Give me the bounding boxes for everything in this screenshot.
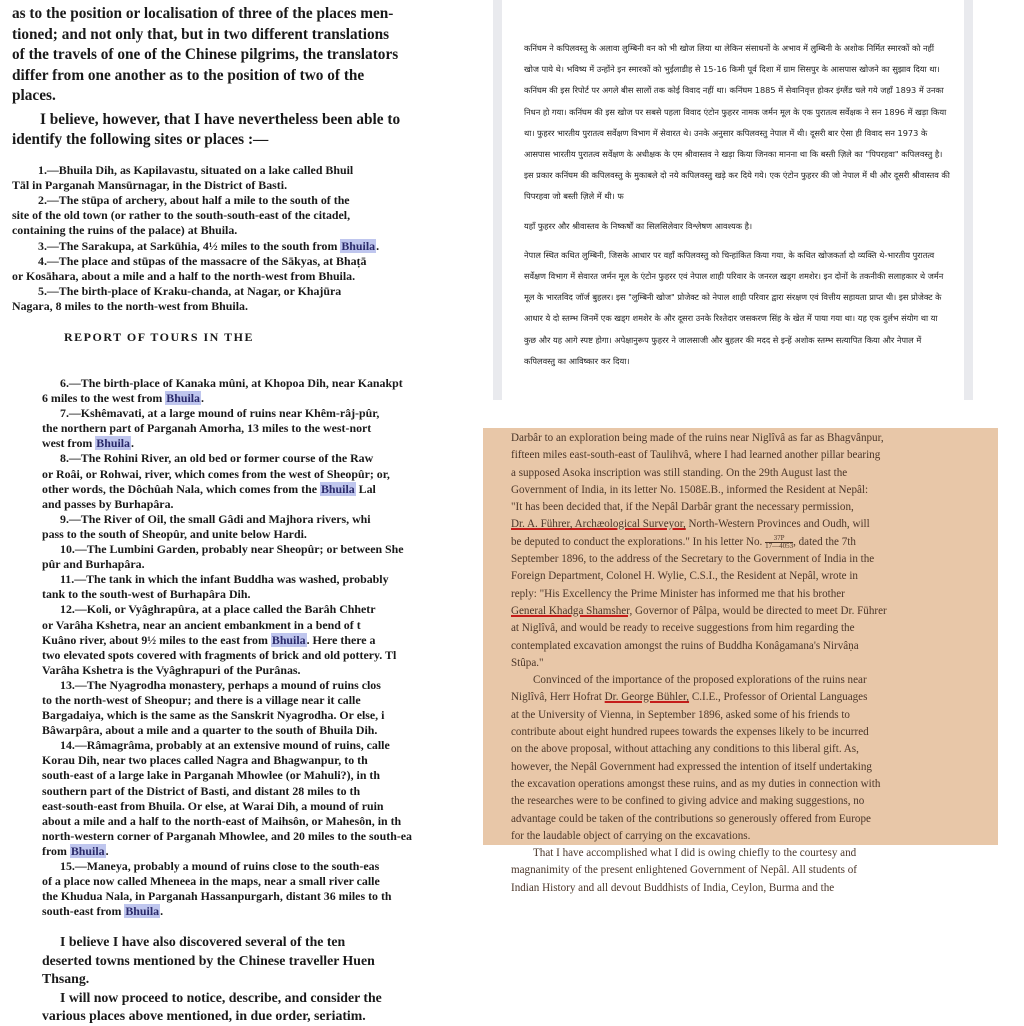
- entry-line: [42, 904, 462, 919]
- entry-text: and passes by Burhapâra.: [42, 496, 174, 511]
- site-item-line: or Kosāhara, about a mile and a half to the north-west from Bhuila.: [12, 268, 356, 283]
- entry-text: tank to the south-west of Burhapâra Dih.: [42, 587, 251, 602]
- entry-text: 8.—The Rohini River, an old bed or former course of the Raw: [60, 451, 374, 466]
- belief-paragraph: [12, 110, 452, 151]
- site-text: 3.—The Sarakupa, at Sarkūhia, 4½ miles to the south from: [38, 238, 341, 253]
- fraction-bottom: 17—4053: [765, 541, 794, 550]
- site-item: [12, 239, 452, 254]
- entry-text: of a place now called Mheneea in the maps, near a small river calle: [42, 874, 380, 889]
- hindi-paragraph-1: कनिंघम ने कपिलवस्तु के अलावा लुम्बिनी वन को भी खोज लिया था लेकिन संसाधनों के अभाव में लुम्बिनी के अशोक निर्मित स्मारकों को नहीं खोज पाये थे। भविष्य में उन्होंने इन स्मारकों को भुईलाडीह से 15-16 किमी पूर्व दिशा में ग्राम सिसपुर के आसपास खोजने का सुझाव दिया था। कनिंघम की इस रिपोर्ट पर अगले बीस सालों तक कोई विवाद नहीं था। कनिंघम 1885 में सेवानिवृत्त होकर इंग्लैंड चले गये जहाँ 1893 में उनका निधन हो गया। कनिंघम की इस खोज पर सबसे पहला विवाद एंटोन फुहरर नामक जर्मन मूल के एक पुरातत्व सर्वेक्षक ने सन 1896 में खड़ा किया था। फुहरर भारतीय पुरातत्व सर्वेक्षण विभाग में सेवारत थे। उनके अनुसार कपिलवस्तु नेपाल में थी। दूसरी बार ऐसा ही विवाद सन 1973 के आसपास भारतीय पुरातत्व सर्वेक्षण के अधीक्षक के एम श्रीवास्तव ने खड़ा किया जिनका मानना था कि बस्ती ज़िले का "पिपरहवा" कपिलवस्तु है। इस प्रकार कनिंघम की कपिलवस्तु के मुकाबले दो नये कपिलवस्तु खड़े कर दिये गये। एक एंटोन फुहरर की जो नेपाल में थी और दूसरी श्रीवास्तव की पिपरहवा जो बस्ती ज़िले में थी। फ: [524, 43, 950, 202]
- letter-line: on the above proposal, without attaching any conditions to this liberal gift. As,: [511, 743, 859, 756]
- entry-text: south-east of a large lake in Parganah Mhowlee (or Mahuli?), in th: [42, 768, 380, 783]
- letter-number-fraction: [765, 535, 793, 550]
- entry-line: [42, 451, 462, 466]
- letter-line: magnanimity of the present enlightened Government of Nepâl. All students of: [511, 864, 857, 877]
- intro-line: tioned; and not only that, but in two different translations: [12, 25, 390, 43]
- letter-text: Niglîvâ, Herr Hofrat: [511, 691, 605, 704]
- entry-line: [42, 693, 462, 708]
- entry-text: 9.—The River of Oil, the small Gâdi and Majhora rivers, whi: [60, 511, 371, 526]
- entry-line: [42, 753, 462, 768]
- entry-text: 14.—Râmagrâma, probably at an extensive mound of ruins, calle: [60, 738, 390, 753]
- site-item-line: 2.—The stūpa of archery, about half a mile to the south of the: [38, 192, 350, 207]
- letter-line: the researches were to be confined to giving advice and making suggestions, no: [511, 795, 865, 808]
- entry-line: [42, 723, 462, 738]
- letter-line: That I have accomplished what I did is owing chiefly to the courtesy and: [533, 847, 857, 860]
- entry-line: [42, 602, 462, 617]
- letter-line: contemplated excavation amongst the ruins of Buddha Konâgamana's Nirvâṇa: [511, 639, 859, 652]
- letter-line: at the University of Vienna, in September 1896, asked some of his friends to: [511, 708, 850, 721]
- entry-line: [42, 376, 462, 391]
- entry-line: [42, 482, 462, 497]
- letter-line: September 1896, to the address of the Secretary to the Government of India in the: [511, 553, 875, 566]
- entry-text: .: [160, 904, 164, 919]
- entry-text: or Roâi, or Rohwai, river, which comes from the west of Sheopûr; or,: [42, 466, 390, 481]
- entry-text: two elevated spots covered with fragments of brick and old pottery. Tl: [42, 647, 397, 662]
- page-scan-top-left: [0, 0, 462, 320]
- closing-line: various places above mentioned, in due order, seriatim.: [42, 1008, 366, 1024]
- letter-line: a supposed Asoka inscription was still standing. On the 29th August last the: [511, 466, 848, 479]
- entry-line: [42, 663, 462, 678]
- hindi-article: [493, 0, 973, 400]
- fraction-top: 37P: [773, 533, 785, 542]
- site-text: .: [376, 238, 380, 253]
- entry-text: or Varâha Kshetra, near an ancient embankment in a bend of t: [42, 617, 361, 632]
- letter-line: reply: "His Excellency the Prime Minister has informed me that his brother: [511, 587, 845, 600]
- entry-text: .: [105, 843, 109, 858]
- site-item-line: Nagara, 8 miles to the north-west from Bhuila.: [12, 299, 248, 314]
- closing-line: I believe I have also discovered several of the ten: [60, 934, 346, 950]
- highlighted-place-name: Bhuila: [341, 238, 376, 253]
- letter-line: [511, 534, 990, 551]
- entry-text: east-south-east from Bhuila. Or else, at Warai Dih, a mound of ruin: [42, 798, 384, 813]
- highlighted-place-name: Bhuila: [70, 843, 105, 858]
- letter-line: [511, 603, 990, 620]
- letter-line: fifteen miles east-south-east of Taulihvâ, where I had learned another pillar bearing: [511, 449, 881, 462]
- closing-line: Thsang.: [42, 971, 90, 987]
- entry-line: [42, 542, 462, 557]
- letter-text: be deputed to conduct the explorations." In his letter No.: [511, 535, 766, 548]
- letter-line: Stûpa.": [511, 656, 544, 669]
- letter-text: [511, 430, 990, 897]
- entry-text: from: [42, 843, 70, 858]
- entry-line: [42, 768, 462, 783]
- highlighted-place-name: Bhuila: [166, 391, 200, 406]
- intro-line: places.: [12, 87, 56, 104]
- letter-line: [511, 516, 990, 533]
- entry-line: [42, 859, 462, 874]
- entry-line: [42, 874, 462, 889]
- site-item-line: containing the ruins of the palace) at Bhuila.: [12, 223, 238, 238]
- entry-line: [42, 572, 462, 587]
- letter-text: , dated the 7th: [793, 535, 856, 548]
- entry-text: Bargadaiya, which is the same as the Sanskrit Nyagrodha. Or else, i: [42, 708, 385, 723]
- intro-line: of the travels of one of the Chinese pilgrims, the translators: [12, 46, 399, 63]
- entry-text: pass to the south of Sheopûr, and unite below Hardi.: [42, 526, 307, 541]
- letter-line: "It has been decided that, if the Nepâl Darbâr grant the necessary permission,: [511, 501, 854, 514]
- letter-line: the excavation operations amongst these ruins, and as my duties in connection with: [511, 777, 881, 790]
- entry-text: 6.—The birth-place of Kanaka mûni, at Khopoa Dih, near Kanakpt: [60, 376, 403, 390]
- entry-text: 12.—Koli, or Vyâghrapûra, at a place called the Barâh Chhetr: [60, 602, 376, 617]
- site-item-line: site of the old town (or rather to the south-south-east of the citadel,: [12, 208, 351, 223]
- underlined-name: Dr. A. Führer, Archæological Surveyor,: [511, 518, 686, 531]
- closing-paragraphs: [42, 933, 462, 1026]
- entry-line: [42, 436, 462, 451]
- entry-text: about a mile and a half to the north-east of Maihsôn, or Mahesôn, in th: [42, 813, 402, 828]
- underlined-name: General Khadga Shamsher,: [511, 604, 633, 617]
- highlighted-place-name: Bhuila: [96, 436, 130, 451]
- letter-text: Governor of Pâlpa, would be directed to meet Dr. Führer: [632, 604, 887, 617]
- entry-text: pûr and Burhapâra.: [42, 557, 145, 572]
- letter-line: [511, 689, 990, 706]
- entry-line: [42, 406, 462, 421]
- hindi-paragraph-3: नेपाल स्थित कथित लुम्बिनी, जिसके आधार पर वहाँ कपिलवस्तु को चिन्हांकित किया गया, के कथित खोजकर्ता दो व्यक्ति थे-भारतीय पुरातत्व सर्वेक्षण विभाग में सेवारत जर्मन मूल के एंटोन फुहरर एवं नेपाल शाही परिवार के जनरल खड्ग शमशेर। इन दोनों के तकनीकी सलाहकार थे जर्मन मूल के भारतविद जॉर्ज बुहलर। इस "लुम्बिनी खोज" प्रोजेक्ट को नेपाल शाही परिवार द्वारा संरक्षण एवं वित्तीय सहायता प्राप्त थी। इस प्रोजेक्ट के आधार ये दो स्तम्भ जिनमें एक खड्ग शमशेर के और दूसरा उनके रिश्तेदार जसकरण सिंह के खेत में पाया गया था। यह एक दुर्लभ संयोग था या कुछ और यह आगे स्पष्ट होगा। अपेक्षानुरूप फुहरर ने जालसाजी और बुहलर की मदद से इन्हें अशोक स्तम्भ सत्यापित किया और नेपाल में कपिलवस्तु का आविष्कार कर दिया।: [524, 249, 944, 366]
- site-item-line: 5.—The birth-place of Kraku-chanda, at Nagar, or Khajūra: [38, 284, 342, 299]
- entry-text: to the north-west of Sheopur; and there is a village near it calle: [42, 692, 361, 707]
- entry-line: [42, 784, 462, 799]
- entry-line: [42, 467, 462, 482]
- entry-line: [42, 633, 462, 648]
- entry-line: [42, 738, 462, 753]
- letter-line: contribute about eight hundred rupees towards the expenses likely to be incurred: [511, 726, 869, 739]
- entry-line: [42, 799, 462, 814]
- highlighted-place-name: Bhuila: [320, 481, 355, 496]
- entry-line: [42, 512, 462, 527]
- belief-line: I believe, however, that I have nevertheless been able to: [40, 110, 401, 128]
- running-header: REPORT OF TOURS IN THE: [64, 330, 254, 344]
- entry-line: [42, 678, 462, 693]
- site-item-line: 1.—Bhuila Dih, as Kapilavastu, situated on a lake called Bhuil: [38, 162, 354, 177]
- entry-text: 6 miles to the west from: [42, 391, 166, 406]
- closing-line: I will now proceed to notice, describe, and consider the: [60, 989, 382, 1005]
- page-scan-tan: [483, 428, 998, 894]
- entry-text: 7.—Kshêmavati, at a large mound of ruins near Khêm-râj-pûr,: [60, 406, 380, 421]
- entry-line: [42, 557, 462, 572]
- entry-text: other words, the Dôchûah Nala, which comes from the: [42, 481, 320, 496]
- highlighted-place-name: Bhuila: [271, 632, 306, 647]
- entry-line: [42, 497, 462, 512]
- entry-line: [42, 421, 462, 436]
- entry-text: Bâwarpâra, about a mile and a quarter to the south of Bhuila Dih.: [42, 723, 378, 738]
- closing-line: deserted towns mentioned by the Chinese traveller Huen: [42, 952, 375, 968]
- entry-line: [42, 391, 462, 406]
- sites-list: [12, 163, 452, 315]
- hindi-paragraph-2: यहाँ फुहरर और श्रीवास्तव के निष्कर्षों का सिलसिलेवार विश्लेषण आवश्यक है।: [524, 220, 753, 231]
- entry-text: the northern part of Parganah Amorha, 13 miles to the west-nort: [42, 421, 372, 436]
- entry-text: the Khudua Nala, in Parganah Hassanpurgarh, distant 36 miles to th: [42, 889, 392, 904]
- entry-line: [42, 648, 462, 663]
- entry-line: [42, 587, 462, 602]
- entry-line: [42, 814, 462, 829]
- entry-text: 15.—Maneya, probably a mound of ruins close to the south-eas: [60, 859, 380, 873]
- entry-text: Korau Dih, near two places called Nagra and Bhagwanpur, to th: [42, 753, 368, 768]
- letter-line: Convinced of the importance of the proposed explorations of the ruins near: [533, 674, 867, 687]
- intro-paragraph: [12, 4, 452, 107]
- letter-line: Government of India, in its letter No. 1508E.B., informed the Resident at Nepâl:: [511, 483, 869, 496]
- highlighted-place-name: Bhuila: [125, 904, 160, 919]
- entry-text: Varâha Kshetra is the Vyâghrapuri of the Purânas.: [42, 662, 301, 677]
- letter-line: advantage could be taken of the contributions so generously offered from Europe: [511, 812, 871, 825]
- entry-text: 10.—The Lumbini Garden, probably near Sheopûr; or between She: [60, 542, 404, 557]
- letter-line: at Niglîvâ, and would be ready to receive suggestions from him regarding the: [511, 622, 855, 635]
- letter-text: North-Western Provinces and Oudh, will: [685, 518, 870, 531]
- entry-text: 13.—The Nyagrodha monastery, perhaps a mound of ruins clos: [60, 677, 381, 692]
- belief-line: identify the following sites or places :—: [12, 131, 269, 148]
- entry-line: [42, 618, 462, 633]
- entry-line: [42, 844, 462, 859]
- entry-line: [42, 708, 462, 723]
- entry-line: [42, 527, 462, 542]
- entry-line: [42, 829, 462, 844]
- letter-text: C.I.E., Professor of Oriental Languages: [689, 691, 868, 704]
- entry-text: southern part of the District of Basti, and distant 28 miles to th: [42, 783, 361, 798]
- underlined-name: Dr. George Bühler,: [604, 691, 690, 704]
- intro-line: differ from one another as to the position of two of the: [12, 66, 365, 84]
- intro-line: as to the position or localisation of three of the places men-: [12, 5, 394, 22]
- entry-text: Lal: [355, 481, 376, 496]
- entry-text: .: [201, 391, 204, 406]
- entry-text: .: [131, 436, 134, 451]
- entry-text: 11.—The tank in which the infant Buddha was washed, probably: [60, 572, 389, 587]
- letter-line: however, the Nepâl Government had expressed the intention of itself undertaking: [511, 760, 872, 773]
- site-item-line: 4.—The place and stūpas of the massacre of the Sākyas, at Bhaṭā: [38, 253, 367, 268]
- page-scan-bottom-left: [0, 330, 462, 1024]
- entry-text: north-western corner of Parganah Mhowlee, and 20 miles to the south-ea: [42, 828, 412, 843]
- letter-line: Indian History and all devout Buddhists of India, Ceylon, Burma and the: [511, 881, 835, 894]
- entry-text: west from: [42, 436, 96, 451]
- site-item-line: Tāl in Parganah Mansūrnagar, in the District of Basti.: [12, 177, 288, 192]
- letter-line: Darbâr to an exploration being made of the ruins near Niglîvâ as far as Bhagvânpur,: [511, 432, 884, 444]
- entry-text: south-east from: [42, 904, 125, 919]
- letter-line: Foreign Department, Colonel H. Wylie, C.S.I., the Resident at Nepâl, wrote in: [511, 570, 858, 583]
- entry-text: . Here there a: [306, 632, 376, 647]
- entry-text: Kuâno river, about 9½ miles to the east from: [42, 632, 271, 647]
- sites-list-continued: [42, 376, 462, 919]
- entry-line: [42, 889, 462, 904]
- letter-line: for the laudable object of carrying on the excavations.: [511, 829, 751, 842]
